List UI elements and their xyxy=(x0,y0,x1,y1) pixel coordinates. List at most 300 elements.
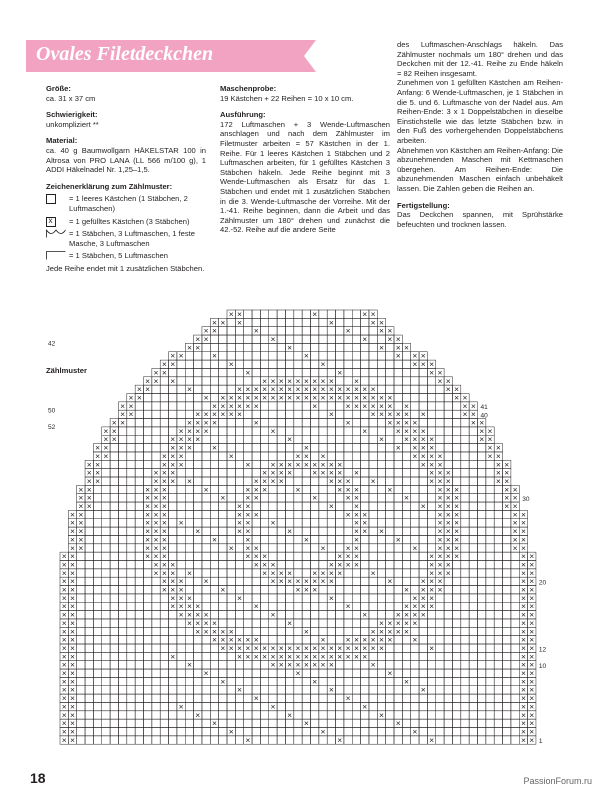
chart-cell xyxy=(93,619,101,627)
chart-cell xyxy=(386,711,394,719)
chart-cell xyxy=(336,494,344,502)
chart-cell xyxy=(285,419,293,427)
chart-cell xyxy=(285,586,293,594)
filled-cell-mark: × xyxy=(420,501,426,511)
chart-cell xyxy=(294,419,302,427)
chart-cell xyxy=(469,527,477,535)
filled-cell-mark: × xyxy=(353,542,359,553)
chart-cell xyxy=(227,368,235,376)
filled-cell-mark: × xyxy=(362,526,368,537)
chart-cell xyxy=(152,702,160,710)
chart-cell xyxy=(227,569,235,577)
chart-cell xyxy=(486,611,494,619)
chart-cell xyxy=(319,586,327,594)
filled-cell-mark: × xyxy=(111,417,117,428)
filled-cell-mark: × xyxy=(345,417,351,428)
filled-cell-mark: × xyxy=(387,634,393,645)
chart-cell xyxy=(202,711,210,719)
chart-cell xyxy=(394,694,402,702)
filled-cell-mark: × xyxy=(161,542,167,553)
chart-cell xyxy=(311,535,319,543)
chart-cell xyxy=(419,702,427,710)
chart-cell xyxy=(394,477,402,485)
filled-cell-mark: × xyxy=(237,517,243,528)
chart-cell xyxy=(419,385,427,393)
filled-cell-mark: × xyxy=(195,626,201,637)
filled-cell-mark: × xyxy=(529,718,535,729)
chart-cell xyxy=(219,611,227,619)
chart-cell xyxy=(93,669,101,677)
chart-cell xyxy=(194,394,202,402)
chart-cell xyxy=(244,343,252,351)
chart-cell xyxy=(110,669,118,677)
chart-cell xyxy=(294,728,302,736)
filled-cell-mark: × xyxy=(303,442,309,453)
chart-cell xyxy=(169,627,177,635)
chart-cell xyxy=(361,594,369,602)
filled-cell-mark: × xyxy=(245,392,251,403)
chart-cell xyxy=(260,594,268,602)
filled-cell-mark: × xyxy=(120,417,126,428)
filled-cell-mark: × xyxy=(303,642,309,653)
filled-cell-mark: × xyxy=(378,617,384,628)
chart-cell xyxy=(386,535,394,543)
chart-cell xyxy=(511,602,519,610)
filled-cell-mark: × xyxy=(237,651,243,662)
chart-cell xyxy=(110,494,118,502)
chart-cell xyxy=(118,711,126,719)
chart-cell xyxy=(369,452,377,460)
chart-cell xyxy=(160,419,168,427)
filled-cell-mark: × xyxy=(404,676,410,687)
chart-cell xyxy=(102,694,110,702)
filled-cell-mark: × xyxy=(70,626,76,637)
chart-cell xyxy=(411,569,419,577)
chart-cell xyxy=(127,619,135,627)
chart-cell xyxy=(285,694,293,702)
filled-cell-mark: × xyxy=(520,726,526,737)
chart-cell xyxy=(311,352,319,360)
chart-cell xyxy=(135,519,143,527)
chart-cell xyxy=(277,343,285,351)
filled-cell-mark: × xyxy=(529,559,535,570)
chart-cell xyxy=(227,377,235,385)
chart-cell xyxy=(194,561,202,569)
chart-cell xyxy=(461,736,469,744)
filled-cell-mark: × xyxy=(512,492,518,503)
chart-cell xyxy=(336,444,344,452)
chart-cell xyxy=(252,460,260,468)
filled-cell-mark: × xyxy=(378,634,384,645)
chart-cell xyxy=(369,335,377,343)
chart-cell xyxy=(327,527,335,535)
filled-cell-mark: × xyxy=(237,634,243,645)
chart-cell xyxy=(361,686,369,694)
chart-cell xyxy=(452,419,460,427)
chart-cell xyxy=(160,719,168,727)
chart-cell xyxy=(369,686,377,694)
chart-cell xyxy=(219,460,227,468)
chart-cell xyxy=(127,636,135,644)
filled-cell-mark: × xyxy=(120,400,126,411)
chart-cell xyxy=(319,502,327,510)
groesse-block xyxy=(46,84,206,103)
chart-cell xyxy=(319,419,327,427)
chart-cell xyxy=(402,444,410,452)
chart-cell xyxy=(210,569,218,577)
chart-cell xyxy=(377,510,385,518)
chart-cell xyxy=(461,702,469,710)
filled-cell-mark: × xyxy=(303,626,309,637)
chart-cell xyxy=(77,619,85,627)
chart-cell xyxy=(369,444,377,452)
filled-cell-mark: × xyxy=(353,392,359,403)
filled-cell-mark: × xyxy=(437,551,443,562)
filled-cell-mark: × xyxy=(287,526,293,537)
chart-cell xyxy=(402,719,410,727)
chart-cell xyxy=(244,677,252,685)
chart-cell xyxy=(219,444,227,452)
chart-cell xyxy=(327,719,335,727)
chart-cell xyxy=(185,669,193,677)
chart-cell xyxy=(469,569,477,577)
chart-cell xyxy=(85,694,93,702)
chart-cell xyxy=(294,552,302,560)
chart-cell xyxy=(461,435,469,443)
chart-cell xyxy=(511,694,519,702)
filled-cell-mark: × xyxy=(437,484,443,495)
chart-cell xyxy=(269,527,277,535)
chart-cell xyxy=(202,527,210,535)
chart-cell xyxy=(311,711,319,719)
chart-cell xyxy=(444,686,452,694)
chart-cell xyxy=(210,644,218,652)
chart-cell xyxy=(377,477,385,485)
filled-cell-mark: × xyxy=(353,375,359,386)
chart-cell xyxy=(469,694,477,702)
filled-cell-mark: × xyxy=(186,475,192,486)
chart-cell xyxy=(444,577,452,585)
filled-cell-mark: × xyxy=(370,626,376,637)
filled-cell-mark: × xyxy=(320,542,326,553)
chart-cell xyxy=(478,636,486,644)
chart-cell xyxy=(210,477,218,485)
filled-cell-mark: × xyxy=(345,542,351,553)
filled-cell-mark: × xyxy=(245,734,251,745)
chart-cell xyxy=(85,519,93,527)
filled-cell-mark: × xyxy=(153,559,159,570)
chart-cell xyxy=(160,385,168,393)
chart-cell xyxy=(77,569,85,577)
chart-cell xyxy=(386,677,394,685)
chart-cell xyxy=(386,586,394,594)
filled-cell-mark: × xyxy=(70,634,76,645)
chart-cell xyxy=(336,335,344,343)
chart-cell xyxy=(394,586,402,594)
chart-cell xyxy=(235,444,243,452)
chart-cell xyxy=(478,652,486,660)
filled-cell-mark: × xyxy=(370,317,376,328)
chart-cell xyxy=(386,728,394,736)
chart-cell xyxy=(194,644,202,652)
chart-cell xyxy=(185,535,193,543)
filled-cell-mark: × xyxy=(203,325,209,336)
chart-cell xyxy=(244,602,252,610)
chart-cell xyxy=(118,619,126,627)
filled-cell-mark: × xyxy=(445,551,451,562)
filled-cell-mark: × xyxy=(95,475,101,486)
chart-cell xyxy=(244,335,252,343)
chart-cell xyxy=(227,318,235,326)
chart-cell xyxy=(285,535,293,543)
chart-cell xyxy=(336,677,344,685)
filled-cell-mark: × xyxy=(295,450,301,461)
chart-cell xyxy=(235,561,243,569)
filled-cell-mark: × xyxy=(78,517,84,528)
filled-cell-mark: × xyxy=(429,450,435,461)
chart-cell xyxy=(269,402,277,410)
filled-cell-mark: × xyxy=(211,417,217,428)
chart-cell xyxy=(194,586,202,594)
chart-cell xyxy=(444,602,452,610)
chart-cell xyxy=(461,719,469,727)
chart-cell xyxy=(210,586,218,594)
filled-cell-mark: × xyxy=(295,668,301,678)
filled-cell-mark: × xyxy=(278,659,284,670)
chart-cell xyxy=(219,552,227,560)
chart-cell xyxy=(294,519,302,527)
chart-cell xyxy=(469,510,477,518)
chart-cell xyxy=(285,444,293,452)
filled-cell-mark: × xyxy=(345,325,351,336)
chart-cell xyxy=(110,527,118,535)
chart-cell xyxy=(327,360,335,368)
chart-cell xyxy=(427,527,435,535)
chart-cell xyxy=(411,652,419,660)
filled-cell-mark: × xyxy=(504,475,510,486)
filled-cell-mark: × xyxy=(278,392,284,403)
chart-cell xyxy=(419,652,427,660)
chart-cell xyxy=(202,368,210,376)
chart-cell xyxy=(202,586,210,594)
chart-cell xyxy=(294,327,302,335)
chart-cell xyxy=(219,335,227,343)
chart-cell xyxy=(361,711,369,719)
chart-cell xyxy=(244,352,252,360)
chart-cell xyxy=(85,719,93,727)
filled-cell-mark: × xyxy=(337,384,343,395)
filled-cell-mark: × xyxy=(195,434,201,445)
filled-cell-mark: × xyxy=(328,592,334,603)
chart-cell xyxy=(486,728,494,736)
filled-cell-mark: × xyxy=(437,501,443,511)
chart-cell xyxy=(127,644,135,652)
filled-cell-mark: × xyxy=(262,642,268,653)
chart-cell xyxy=(503,736,511,744)
chart-cell xyxy=(135,652,143,660)
chart-cell xyxy=(486,502,494,510)
chart-cell xyxy=(402,477,410,485)
filled-cell-mark: × xyxy=(253,601,259,612)
chart-cell xyxy=(118,686,126,694)
chart-cell xyxy=(102,485,110,493)
chart-cell xyxy=(469,686,477,694)
chart-cell xyxy=(269,594,277,602)
chart-cell xyxy=(260,702,268,710)
chart-cell xyxy=(478,502,486,510)
chart-cell xyxy=(511,644,519,652)
filled-cell-mark: × xyxy=(337,567,343,578)
chart-cell xyxy=(152,686,160,694)
filled-cell-mark: × xyxy=(253,693,259,704)
chart-cell xyxy=(319,310,327,318)
filled-cell-mark: × xyxy=(387,325,393,336)
chart-cell xyxy=(361,368,369,376)
chart-cell xyxy=(102,561,110,569)
chart-cell xyxy=(361,494,369,502)
filled-cell-mark: × xyxy=(353,534,359,545)
chart-cell xyxy=(135,427,143,435)
filled-cell-mark: × xyxy=(387,409,393,420)
filled-cell-mark: × xyxy=(103,450,109,461)
filled-cell-mark: × xyxy=(61,559,67,570)
filled-cell-mark: × xyxy=(203,668,209,678)
filled-cell-mark: × xyxy=(529,651,535,662)
chart-cell xyxy=(402,360,410,368)
chart-cell xyxy=(227,602,235,610)
chart-cell xyxy=(478,719,486,727)
chart-cell xyxy=(169,394,177,402)
chart-cell xyxy=(503,652,511,660)
chart-cell xyxy=(377,444,385,452)
filled-cell-mark: × xyxy=(237,526,243,537)
chart-cell xyxy=(185,452,193,460)
chart-cell xyxy=(294,561,302,569)
filled-cell-mark: × xyxy=(328,467,334,478)
chart-cell xyxy=(386,561,394,569)
filled-cell-mark: × xyxy=(404,434,410,445)
chart-cell xyxy=(419,469,427,477)
chart-cell xyxy=(260,711,268,719)
filled-cell-mark: × xyxy=(445,492,451,503)
filled-cell-mark: × xyxy=(253,551,259,562)
chart-cell xyxy=(235,535,243,543)
chart-cell xyxy=(169,494,177,502)
chart-cell xyxy=(336,535,344,543)
material-text: ca. 40 g Baumwollgarn HÄKELSTAR 100 in Altrosa von PRO LANA (LL 566 m/100 g), 1 ADDI Häkelnadel Nr. 1,25–1,5. xyxy=(46,145,206,175)
chart-cell xyxy=(285,494,293,502)
chart-cell xyxy=(127,661,135,669)
chart-cell xyxy=(352,686,360,694)
chart-cell xyxy=(511,636,519,644)
chart-cell xyxy=(419,510,427,518)
filled-cell-mark: × xyxy=(203,334,209,344)
chart-cell xyxy=(152,711,160,719)
chart-cell xyxy=(352,419,360,427)
chart-cell xyxy=(93,502,101,510)
chart-cell xyxy=(386,719,394,727)
filled-cell-mark: × xyxy=(228,392,234,403)
chart-cell xyxy=(469,435,477,443)
chart-cell xyxy=(169,611,177,619)
chart-cell xyxy=(177,360,185,368)
chart-cell xyxy=(93,636,101,644)
filled-cell-mark: × xyxy=(529,693,535,704)
filled-cell-mark: × xyxy=(345,392,351,403)
filled-cell-mark: × xyxy=(429,475,435,486)
chart-cell xyxy=(386,343,394,351)
chart-cell xyxy=(486,527,494,535)
chart-cell xyxy=(369,611,377,619)
chart-cell xyxy=(144,394,152,402)
chart-cell xyxy=(110,686,118,694)
filled-cell-mark: × xyxy=(345,559,351,570)
filled-cell-mark: × xyxy=(153,367,159,378)
chart-cell xyxy=(152,644,160,652)
chart-cell xyxy=(93,544,101,552)
chart-cell xyxy=(402,377,410,385)
chart-cell xyxy=(486,636,494,644)
filled-cell-mark: × xyxy=(70,559,76,570)
chart-cell xyxy=(244,427,252,435)
chart-cell xyxy=(144,435,152,443)
chart-cell xyxy=(260,661,268,669)
chart-cell xyxy=(419,544,427,552)
chart-cell xyxy=(227,510,235,518)
chart-cell xyxy=(194,444,202,452)
chart-cell xyxy=(160,619,168,627)
chart-cell xyxy=(436,694,444,702)
maschenprobe-text: 19 Kästchen + 22 Reihen = 10 x 10 cm. xyxy=(220,93,354,103)
filled-cell-mark: × xyxy=(312,492,318,503)
filled-cell-mark: × xyxy=(270,334,276,344)
chart-cell xyxy=(444,652,452,660)
chart-cell xyxy=(352,736,360,744)
chart-cell xyxy=(144,469,152,477)
chart-cell xyxy=(177,477,185,485)
filled-cell-mark: × xyxy=(145,534,151,545)
chart-cell xyxy=(394,452,402,460)
chart-cell xyxy=(461,569,469,577)
filled-cell-mark: × xyxy=(237,400,243,411)
filled-cell-mark: × xyxy=(203,425,209,436)
chart-cell xyxy=(135,469,143,477)
chart-cell xyxy=(352,343,360,351)
chart-cell xyxy=(219,686,227,694)
chart-cell xyxy=(461,644,469,652)
chart-cell xyxy=(394,469,402,477)
chart-cell xyxy=(252,335,260,343)
filled-cell-mark: × xyxy=(178,350,184,361)
chart-cell xyxy=(93,719,101,727)
chart-cell xyxy=(478,569,486,577)
filled-cell-mark: × xyxy=(237,317,243,328)
filled-cell-mark: × xyxy=(437,492,443,503)
filled-cell-mark: × xyxy=(395,350,401,361)
chart-cell xyxy=(169,736,177,744)
chart-cell xyxy=(110,535,118,543)
chart-cell xyxy=(486,552,494,560)
chart-cell xyxy=(102,577,110,585)
filled-cell-mark: × xyxy=(153,509,159,520)
chart-cell xyxy=(427,385,435,393)
chart-cell xyxy=(494,569,502,577)
filled-cell-mark: × xyxy=(103,434,109,445)
chart-cell xyxy=(503,677,511,685)
column-middle xyxy=(220,84,390,242)
chart-cell xyxy=(144,652,152,660)
chart-cell xyxy=(185,577,193,585)
